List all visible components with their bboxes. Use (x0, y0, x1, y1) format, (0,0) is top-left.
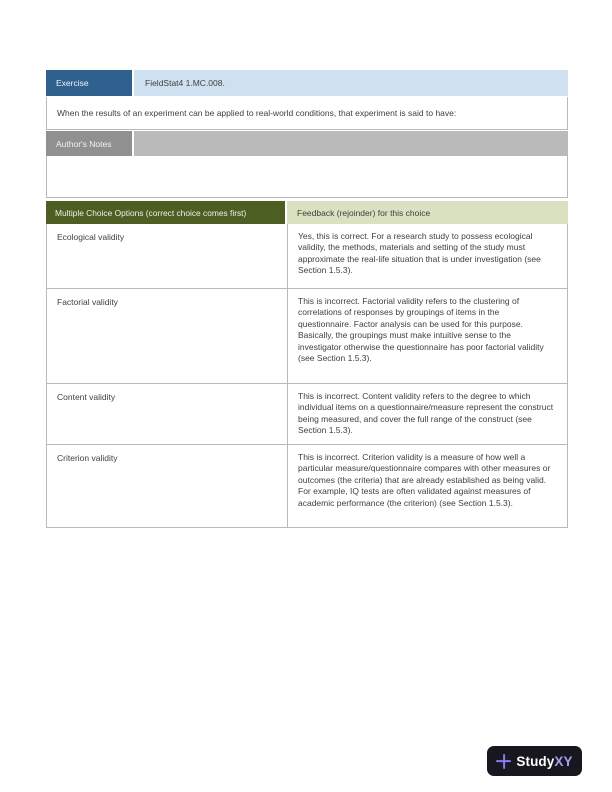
feedback-column-header: Feedback (rejoinder) for this choice (287, 201, 568, 224)
option-feedback: Yes, this is correct. For a research study to possess ecological validity, the methods, materials and setting of the study must approximate the real-life situation that is under investigation (see Section 1.5.3). (298, 231, 541, 276)
option-label: Ecological validity (47, 224, 288, 288)
brand-secondary: XY (554, 753, 573, 769)
option-label: Factorial validity (47, 289, 288, 383)
authors-notes-row (46, 130, 568, 156)
authors-notes-value (134, 131, 568, 156)
exercise-label: Exercise (46, 70, 132, 96)
authors-notes-label: Author's Notes (46, 131, 132, 156)
option-feedback: This is incorrect. Content validity refers to the degree to which individual items on a questionnaire/measure represent the construct being measured, and cover the full range of the construct (see Section 1.5.3). (298, 391, 554, 436)
options-table-header (46, 201, 568, 224)
option-row-criterion (46, 445, 568, 528)
authors-notes-content (46, 156, 568, 198)
option-feedback: This is incorrect. Criterion validity is a measure of how well a particular measure/questionnaire compares with other measures or outcomes (the criteria) that are already established as being valid. For example, IQ tests are often validated against measures of academic performance (the criterion) (see Section 1.5.3). (298, 452, 551, 508)
option-row-factorial (46, 289, 568, 384)
plus-icon (496, 754, 511, 769)
option-label: Content validity (47, 384, 288, 444)
option-label: Criterion validity (47, 445, 288, 527)
brand-primary: Study (516, 753, 555, 769)
options-column-header: Multiple Choice Options (correct choice comes first) (46, 201, 285, 224)
exercise-header-row (46, 70, 568, 96)
exercise-id: FieldStat4 1.MC.008. (134, 70, 568, 96)
exercise-block (46, 70, 568, 198)
brand-name (516, 754, 572, 769)
question-text: When the results of an experiment can be applied to real-world conditions, that experiment is said to have: (46, 97, 568, 130)
options-table (46, 201, 568, 528)
option-feedback: This is incorrect. Factorial validity refers to the clustering of correlations of responses by groupings of items in the questionnaire. Factor analysis can be used for this purpose. Basically, the groupings must make intuitive sense to the investigator otherwise the questionnaire has poor factorial validity (see Section 1.5.3). (298, 296, 544, 364)
option-row-ecological (46, 224, 568, 289)
studyxy-logo (487, 746, 582, 776)
option-row-content (46, 384, 568, 445)
